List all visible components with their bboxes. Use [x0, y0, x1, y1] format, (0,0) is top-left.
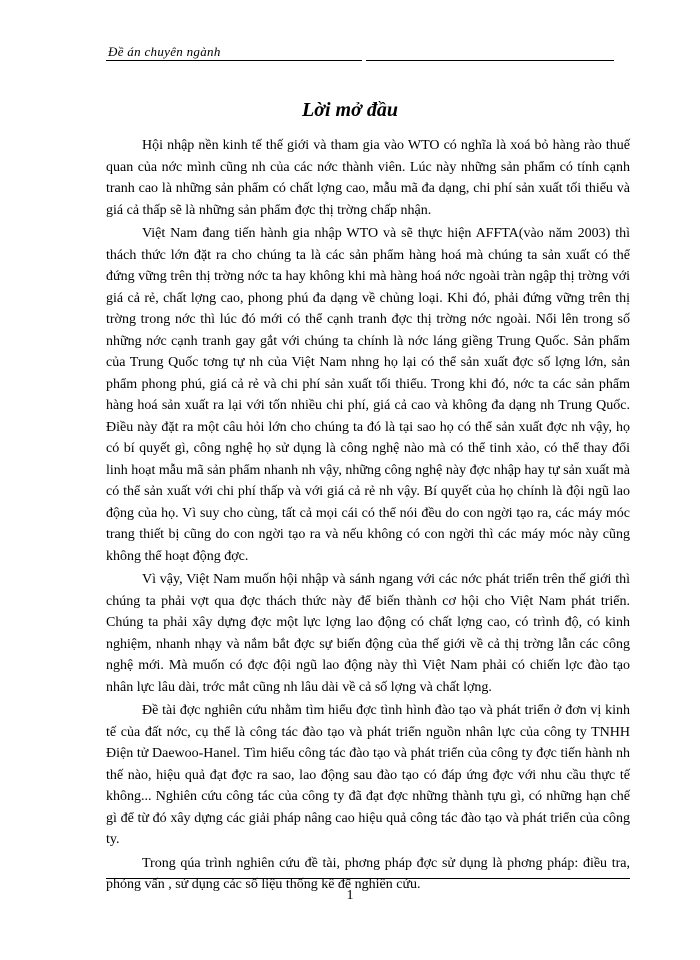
running-header: Đề án chuyên ngành [108, 44, 221, 59]
paragraph: Đề tài đợc nghiên cứu nhằm tìm hiểu đợc tình hình đào tạo và phát triển ở đơn vị kinh tế của đất nớc, cụ thể là công tác đào tạo và phát triển nguồn nhân lực của công ty TNHH Điện tử Daewoo-Hanel. Tìm hiểu công tác đào tạo và phát triển của công ty đợc tiến hành nh thế nào, hiệu quả đạt đợc ra sao, lao động sau đào tạo có đáp ứng đợc với nhu cầu thực tế không... Nghiên cứu công tác của công ty đã đạt đợc những thành tựu gì, có những hạn chế gì để từ đó xây dựng các giải pháp nâng cao hiệu quả công tác đào tạo và phát triển của công ty. [106, 703, 630, 847]
body-text [106, 135, 630, 898]
paragraph: Vì vậy, Việt Nam muốn hội nhập và sánh ngang với các nớc phát triển trên thế giới thì chúng ta phải vợt qua đợc thách thức này để biến thành cơ hội cho Việt Nam phát triển. Chúng ta phải xây dựng đợc một lực lợng lao động có chất lợng cao, có trình độ, có kinh nghiệm, nhanh nhạy và nắm bắt đợc sự biến động của thế giới về cả thị trờng lẫn các công nghệ mới. Mà muốn có đợc đội ngũ lao động này thì Việt Nam phải có chiến lợc đào tạo nhân lực lâu dài, trớc mắt cũng nh lâu dài về cả số lợng và chất lợng. [106, 572, 630, 695]
header-rule-right [366, 60, 614, 61]
paragraph: Việt Nam đang tiến hành gia nhập WTO và sẽ thực hiện AFFTA(vào năm 2003) thì thách thức lớn đặt ra cho chúng ta là các sản phẩm hàng hoá mà chúng ta sản xuất có thể đứng vững trên thị trờng nớc ta hay không khi mà hàng hoá nớc ngoài tràn ngập thị trờng với giá cả rẻ, chất lợng cao, phong phú đa dạng về chủng loại. Khi đó, phải đứng vững trên thị trờng trong nớc thì lúc đó mới có thể cạnh tranh đợc thị trờng nớc ngoài. Nổi lên trong số những nớc cạnh tranh gay gắt với chúng ta chính là nớc láng giềng Trung Quốc. Sản phẩm của Trung Quốc tơng tự nh của Việt Nam nhng họ lại có thể sản xuất đợc số lợng lớn, sản phẩm phong phú, giá cả rẻ và chi phí sản xuất tối thiểu. Trong khi đó, nớc ta các sản phẩm hàng hoá sản xuất ra lại với tốn nhiều chi phí, giá cả cao và không đa dạng nh Trung Quốc. Điều này đặt ra một câu hỏi lớn cho chúng ta đó là tại sao họ có thể sản xuất đợc nh vậy, họ có bí quyết gì, công nghệ họ sử dụng là công nghệ nào mà có thể tinh xảo, có thể thay đổi linh hoạt mẫu mã sản phẩm nhanh nh vậy, những công nghệ này đợc nhập hay tự sản xuất mà có thể sản xuất với chi phí thấp và với giá cả rẻ nh vậy. Bí quyết của họ chính là đội ngũ lao động của họ. Vì suy cho cùng, tất cả mọi cái có thể nói đều do con ngời tạo ra, các máy móc trang thiết bị cũng do con ngời tạo ra và nếu không có con ngời thì các máy móc này cũng không thể hoạt động đợc. [106, 226, 630, 564]
paragraph: Hội nhập nền kinh tế thế giới và tham gia vào WTO có nghĩa là xoá bỏ hàng rào thuế quan của nớc mình cũng nh của các nớc thành viên. Lúc này những sản phẩm có tính cạnh tranh cao là những sản phẩm có chất lợng cao, mẫu mã đa dạng, chi phí sản xuất tối thiểu và giá cả thấp sẽ là những sản phẩm đợc thị trờng chấp nhận. [106, 138, 630, 218]
footer-rule [106, 878, 630, 879]
paragraph: Trong qúa trình nghiên cứu đề tài, phơng pháp đợc sử dụng là phơng pháp: điều tra, phỏng vấn , sử dụng các số liệu thống kê để nghiên cứu. [106, 855, 630, 892]
page-title: Lời mở đầu [302, 99, 398, 121]
page-number: 1 [346, 888, 354, 903]
header-rule-left [106, 60, 362, 61]
